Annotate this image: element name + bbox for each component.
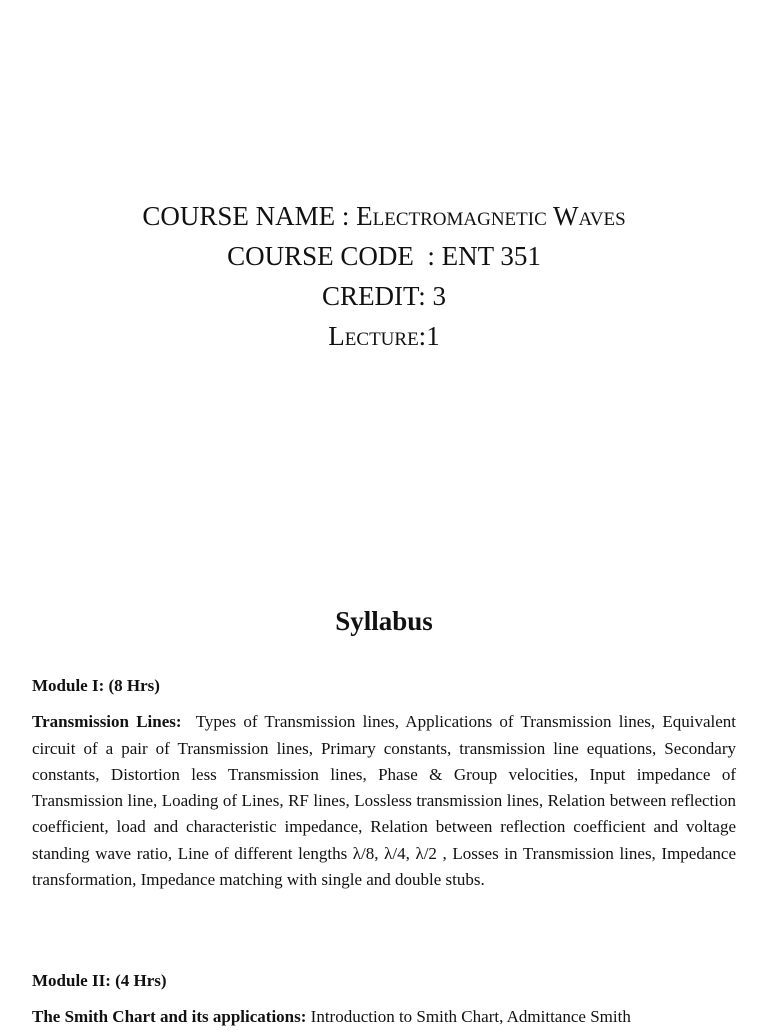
module-description: Introduction to Smith Chart, Admittance Smith	[306, 1007, 631, 1027]
course-name-line	[0, 196, 768, 236]
module-hours: (8 Hrs)	[108, 676, 160, 695]
course-name-value: Electromagnetic Waves	[356, 201, 626, 231]
module-section	[32, 673, 741, 893]
module-topic: The Smith Chart and its applications:	[32, 1007, 307, 1027]
course-title-block	[0, 196, 768, 356]
module-topic: Transmission Lines:	[32, 712, 182, 732]
course-code-value: ENT 351	[441, 241, 541, 271]
module-title: Module I:	[32, 676, 109, 695]
module-content	[32, 709, 741, 893]
lecture-line	[0, 316, 768, 356]
module-content	[32, 1004, 736, 1030]
course-name-label: COURSE NAME :	[142, 201, 357, 231]
course-code-line	[0, 236, 768, 276]
lecture-label: Lecture:	[328, 321, 427, 351]
module-heading	[32, 968, 736, 994]
module-description: Types of Transmission lines, Applications of Transmission lines, Equivalent circuit of a pair of Transmission lines, Primary constants, transmission line equations, Secondary constants, Distortion less Transmission lines, Phase & Group velocities, Input impedance of Transmission line, Loading of Lines, RF lines, Lossless transmission lines, Relation between reflection coefficient, load and characteristic impedance, Relation between reflection coefficient and voltage standing wave ratio, Line of different lengths λ/8, λ/4, λ/2 , Losses in Transmission lines, Impedance transformation, Impedance matching with single and double stubs.	[32, 712, 741, 890]
module-hours: (4 Hrs)	[115, 971, 167, 990]
module-section	[32, 968, 736, 1031]
module-title: Module II:	[32, 971, 116, 990]
syllabus-heading: Syllabus	[335, 606, 433, 636]
lecture-number: 1	[426, 321, 440, 351]
credit-line: CREDIT: 3	[322, 281, 446, 311]
module-heading	[32, 673, 736, 699]
course-code-label: COURSE CODE :	[227, 241, 442, 271]
